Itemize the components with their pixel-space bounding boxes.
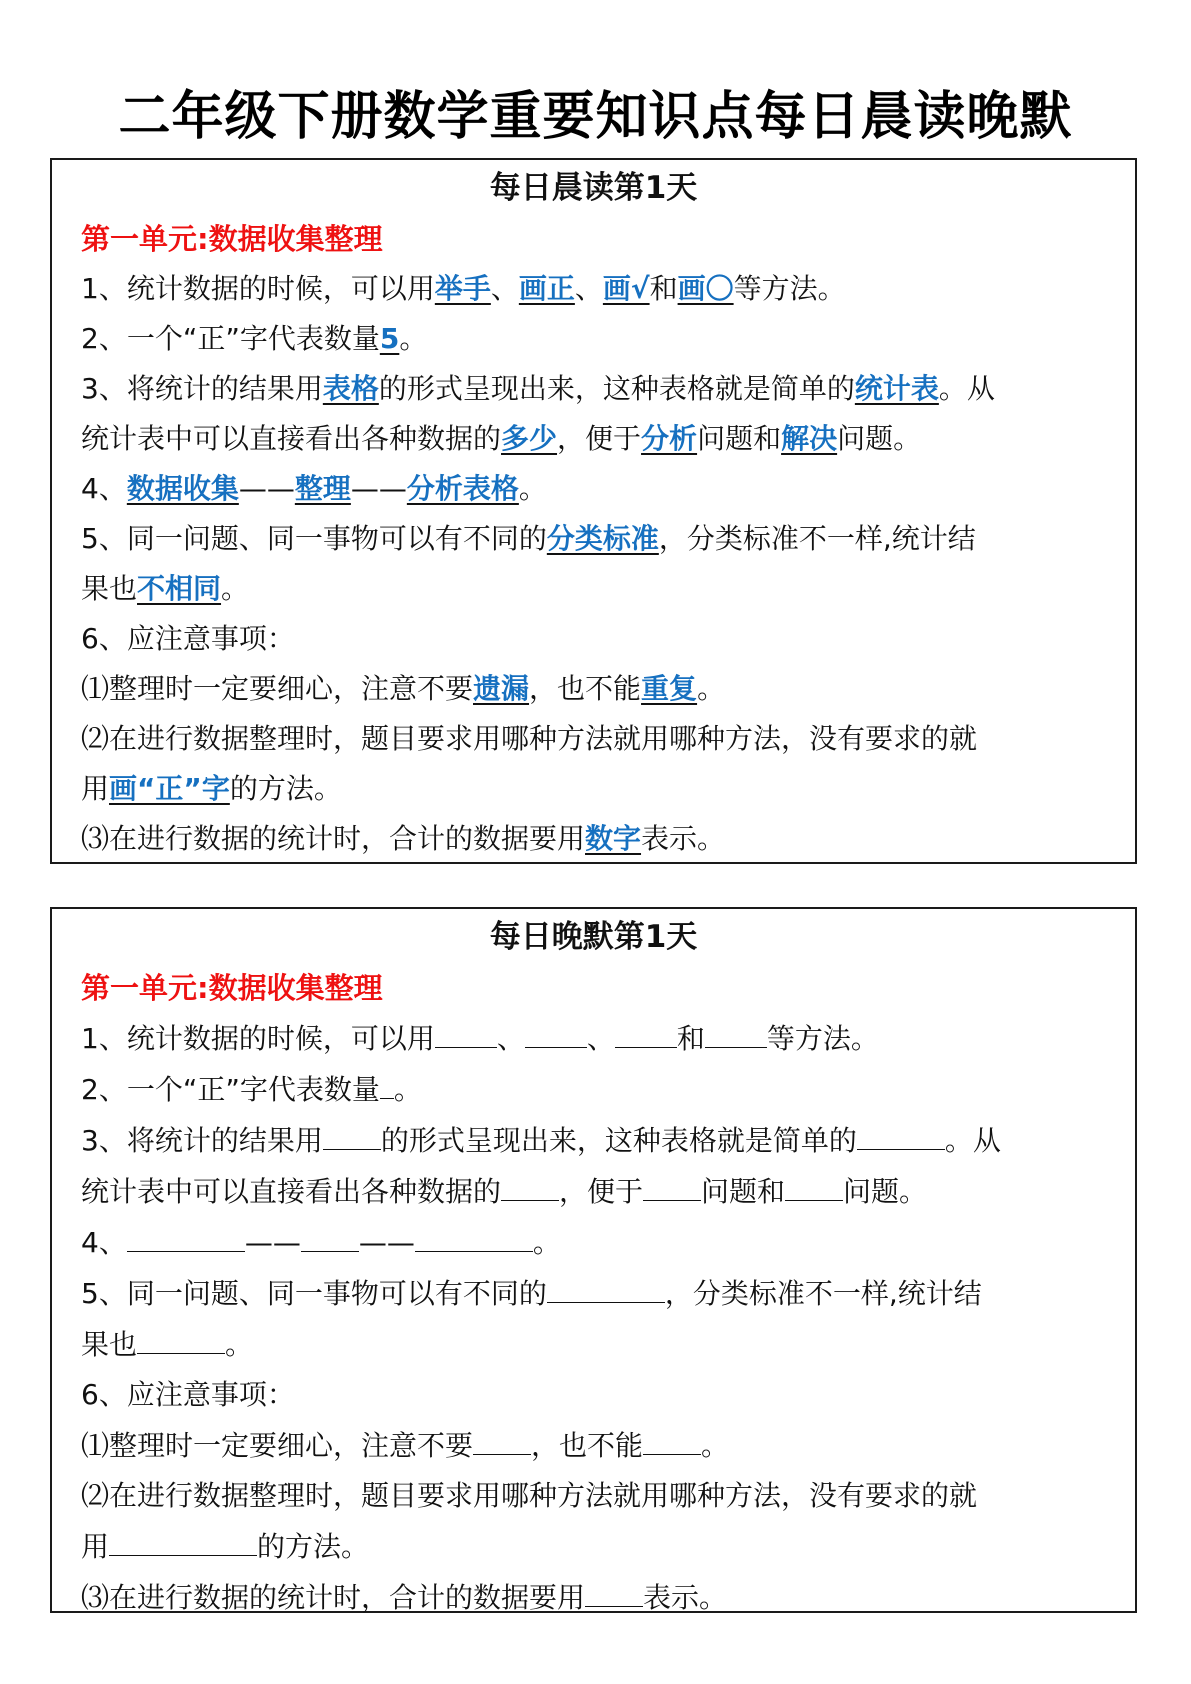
static-text: 问题和 [701,1175,786,1208]
answer-text: 分类标准 [546,522,659,555]
static-text: 5、同一问题、同一事物可以有不同的 [81,1277,547,1310]
static-text: —— [358,1226,415,1259]
static-text: ，便于 [559,1175,644,1208]
text-line [52,414,1135,464]
answer-text: 遗漏 [473,672,530,705]
static-text: 问题。 [843,1175,928,1208]
answer-text: 5 [379,322,400,355]
static-text: 表示。 [643,1581,728,1614]
answer-blank[interactable] [615,1013,677,1048]
answer-blank[interactable] [137,1319,225,1354]
text-line [52,364,1135,414]
static-text: ，也不能 [529,672,642,705]
answer-blank[interactable] [585,1572,643,1607]
text-line [52,464,1135,514]
answer-text: 分析表格 [406,472,519,505]
static-text: 果也 [81,1328,138,1361]
answer-text: 重复 [641,672,698,705]
answer-text: 分析 [641,422,698,455]
answer-blank[interactable] [473,1420,531,1455]
text-line [52,564,1135,614]
static-text: 表示。 [641,822,726,855]
static-text: 1、统计数据的时候，可以用 [81,272,435,305]
answer-blank[interactable] [415,1217,533,1252]
text-line [52,1166,1135,1217]
static-text: 1、统计数据的时候，可以用 [81,1022,435,1055]
static-text: —— [244,1226,301,1259]
answer-blank[interactable] [785,1166,843,1201]
answer-blank[interactable] [109,1521,257,1556]
answer-blank[interactable] [643,1166,701,1201]
static-text: —— [238,472,295,505]
static-text: 。 [225,1328,254,1361]
text-line [52,1268,1135,1319]
static-text: 。 [701,1429,730,1462]
answer-blank[interactable] [705,1013,767,1048]
unit-heading: 第一单元:数据收集整理 [81,971,383,1005]
answer-blank[interactable] [547,1268,665,1303]
static-text: 6、应注意事项： [81,622,295,655]
answer-text: 画〇 [677,272,734,305]
static-text: ⑴整理时一定要细心，注意不要 [81,1429,474,1462]
text-line [52,264,1135,314]
static-text: 6、应注意事项： [81,1378,295,1411]
static-text: ，便于 [557,422,642,455]
answer-text: 表格 [322,372,379,405]
static-text: 3、将统计的结果用 [81,372,323,405]
answer-text: 统计表 [854,372,939,405]
text-line [52,1420,1135,1471]
static-text: 统计表中可以直接看出各种数据的 [81,1175,502,1208]
text-line [52,514,1135,564]
static-text: ⑵在进行数据整理时，题目要求用哪种方法就用哪种方法，没有要求的就 [81,1479,978,1512]
static-text: 的方法。 [229,772,342,805]
text-line [52,1217,1135,1268]
static-text: 3、将统计的结果用 [81,1124,323,1157]
static-text: 。 [518,472,547,505]
text-line [52,1370,1135,1420]
static-text: 、 [496,1022,525,1055]
static-text: 2、一个“正”字代表数量 [81,322,380,355]
static-text: 问题和 [697,422,782,455]
evening-recall-card [50,907,1137,1613]
static-text: 。 [532,1226,561,1259]
static-text: 的形式呈现出来，这种表格就是简单的 [378,372,855,405]
answer-text: 画正 [518,272,575,305]
static-text: 5、同一问题、同一事物可以有不同的 [81,522,547,555]
static-text: 、 [490,272,519,305]
text-line [52,1572,1135,1623]
static-text: ⑶在进行数据的统计时，合计的数据要用 [81,1581,586,1614]
text-line [52,1115,1135,1166]
text-line [52,1064,1135,1115]
text-line [52,1319,1135,1370]
answer-text: 画“正”字 [109,772,230,805]
static-text: 问题。 [837,422,922,455]
static-text: 、 [574,272,603,305]
answer-text: 画√ [602,272,650,305]
static-text: 和 [676,1022,705,1055]
static-text: 的方法。 [257,1530,370,1563]
static-text: 。 [399,322,428,355]
answer-blank[interactable] [857,1115,945,1150]
static-text: 等方法。 [766,1022,879,1055]
page-title: 二年级下册数学重要知识点每日晨读晚默 [118,87,1073,147]
card-title: 每日晨读第1天 [489,170,698,206]
static-text: 用 [81,772,110,805]
answer-blank[interactable] [525,1013,587,1048]
answer-blank[interactable] [380,1064,394,1099]
answer-blank[interactable] [323,1115,381,1150]
static-text: ⑴整理时一定要细心，注意不要 [81,672,474,705]
morning-reading-card [50,158,1137,864]
text-line [52,314,1135,364]
text-line [52,1471,1135,1521]
static-text: 。 [221,572,250,605]
static-text: ⑶在进行数据的统计时，合计的数据要用 [81,822,586,855]
text-line [52,764,1135,814]
static-text: 的形式呈现出来，这种表格就是简单的 [380,1124,857,1157]
static-text: 。从 [938,372,995,405]
static-text: ⑵在进行数据整理时，题目要求用哪种方法就用哪种方法，没有要求的就 [81,722,978,755]
static-text: ，分类标准不一样,统计结 [664,1277,982,1310]
text-line [52,664,1135,714]
unit-heading: 第一单元:数据收集整理 [81,222,383,256]
answer-blank[interactable] [435,1013,497,1048]
static-text: 。 [697,672,726,705]
answer-text: 解决 [781,422,838,455]
static-text: 等方法。 [733,272,846,305]
text-line [52,614,1135,664]
fill-in-lines [52,1013,1135,1623]
static-text: 2、一个“正”字代表数量 [81,1073,380,1106]
card-title: 每日晚默第1天 [489,919,698,955]
static-text: 4、 [81,472,127,505]
knowledge-lines [52,264,1135,864]
static-text: 。从 [944,1124,1001,1157]
static-text: ，分类标准不一样,统计结 [658,522,976,555]
answer-text: 举手 [434,272,491,305]
text-line [52,714,1135,764]
answer-text: 不相同 [137,572,222,605]
static-text: 用 [81,1530,110,1563]
static-text: 统计表中可以直接看出各种数据的 [81,422,502,455]
text-line [52,1521,1135,1572]
static-text: 果也 [81,572,138,605]
static-text: 和 [649,272,678,305]
answer-blank[interactable] [301,1217,359,1252]
answer-blank[interactable] [643,1420,701,1455]
static-text: —— [350,472,407,505]
static-text: 。 [393,1073,422,1106]
static-text: 、 [586,1022,615,1055]
answer-text: 数据收集 [126,472,239,505]
answer-text: 整理 [294,472,351,505]
answer-text: 多少 [501,422,558,455]
text-line [52,1013,1135,1064]
static-text: 4、 [81,1226,127,1259]
text-line [52,814,1135,864]
answer-text: 数字 [585,822,642,855]
static-text: ，也不能 [531,1429,644,1462]
answer-blank[interactable] [501,1166,559,1201]
answer-blank[interactable] [127,1217,245,1252]
